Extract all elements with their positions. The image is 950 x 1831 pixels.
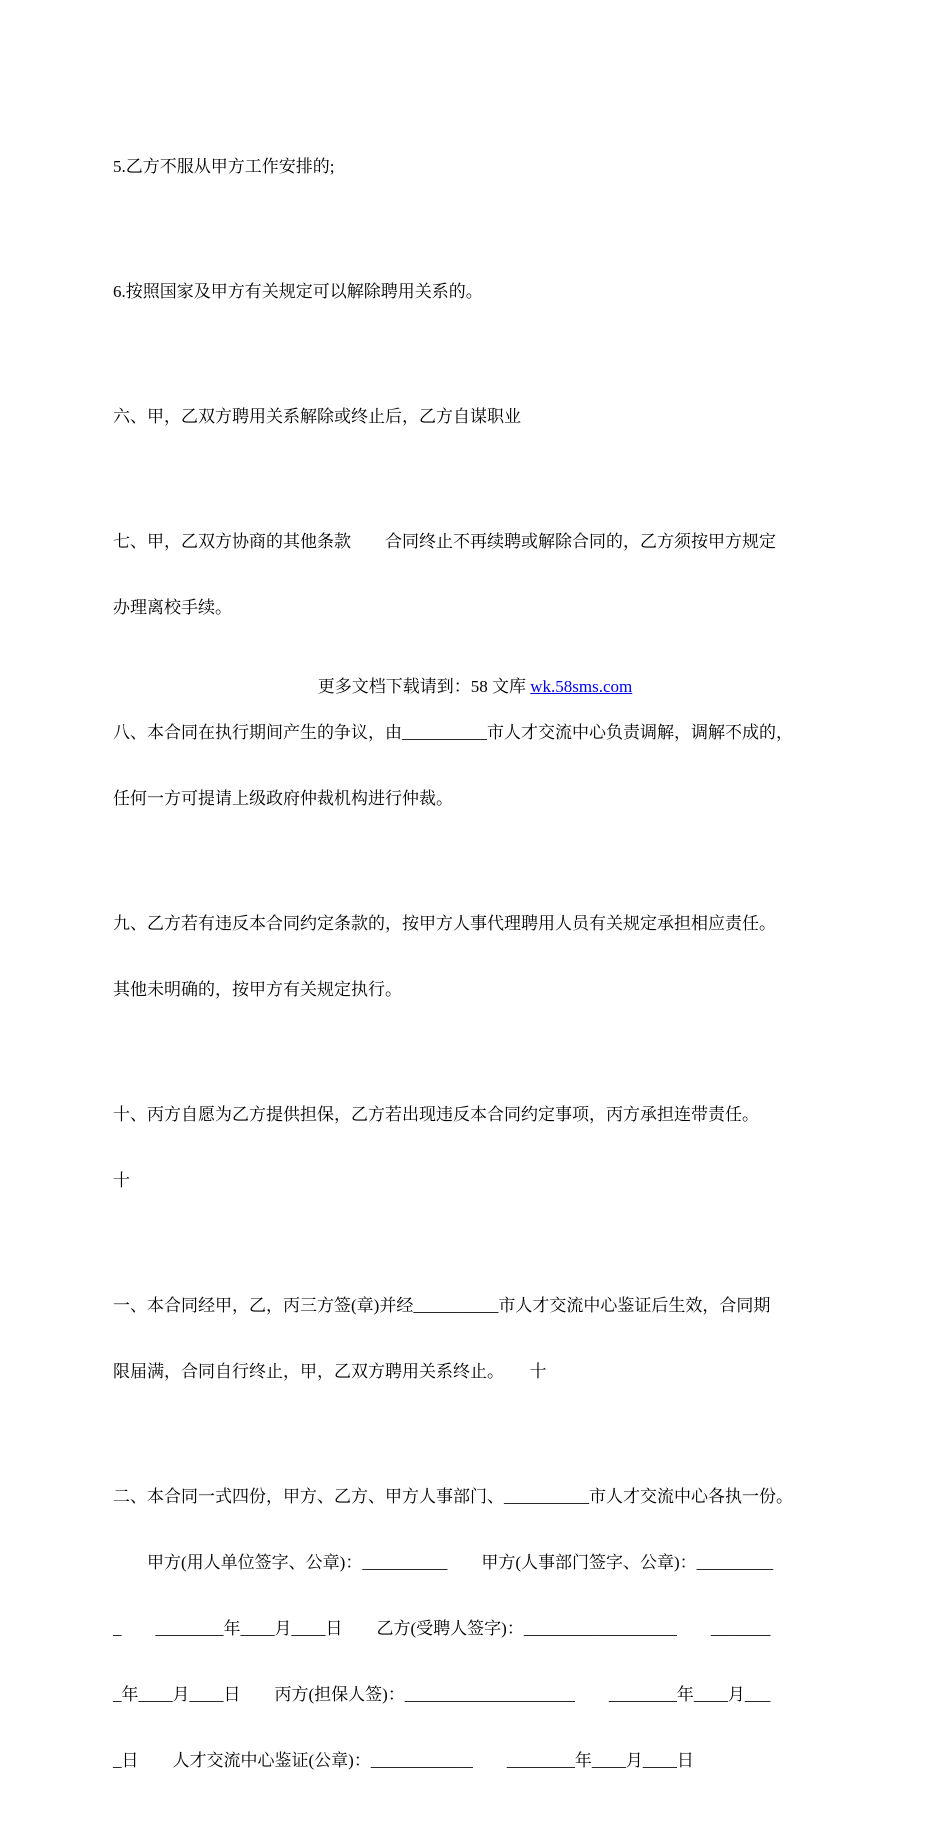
text-line: 办理离校手续。	[113, 598, 232, 617]
text-line: 一、本合同经甲，乙，丙三方签(章)并经__________市人才交流中心鉴证后生效，合同期	[113, 1296, 771, 1315]
text-line: 其他未明确的，按甲方有关规定执行。	[113, 980, 402, 999]
article-6	[113, 362, 858, 472]
article-10	[113, 1060, 858, 1236]
text-line: 十	[113, 1171, 130, 1190]
article-11	[113, 1251, 858, 1427]
signature-line: _年____月____日 丙方(担保人签)：____________________ ________年____月___	[113, 1685, 771, 1704]
article-12-signatures	[113, 1442, 858, 1816]
article-7	[113, 487, 858, 663]
clause-6	[113, 237, 858, 347]
signature-line: 甲方(用人单位签字、公章)：__________ 甲方(人事部门签字、公章)：_________	[113, 1553, 774, 1572]
text-line: 九、乙方若有违反本合同约定条款的，按甲方人事代理聘用人员有关规定承担相应责任。	[113, 914, 776, 933]
text-line: 八、本合同在执行期间产生的争议，由__________市人才交流中心负责调解，调解不成的，	[113, 723, 793, 742]
text-line: 限届满，合同自行终止，甲，乙双方聘用关系终止。 十	[113, 1362, 547, 1381]
footer-link[interactable]: wk.58sms.com	[530, 677, 633, 696]
clause-5	[113, 112, 858, 222]
document-body	[113, 112, 858, 1831]
signature-line: _日 人才交流中心鉴证(公章)：____________ ________年____月____日	[113, 1751, 694, 1770]
text-line: 5.乙方不服从甲方工作安排的;	[113, 157, 335, 176]
download-footer	[0, 676, 950, 698]
article-8	[113, 678, 858, 854]
text-line: 七、甲，乙双方协商的其他条款 合同终止不再续聘或解除合同的，乙方须按甲方规定	[113, 532, 776, 551]
article-9	[113, 869, 858, 1045]
text-line: 二、本合同一式四份，甲方、乙方、甲方人事部门、__________市人才交流中心各执一份。	[113, 1487, 793, 1506]
text-line: 6.按照国家及甲方有关规定可以解除聘用关系的。	[113, 282, 483, 301]
text-line: 十、丙方自愿为乙方提供担保，乙方若出现违反本合同约定事项，丙方承担连带责任。	[113, 1105, 759, 1124]
footer-text: 更多文档下载请到：58 文库	[317, 677, 531, 696]
text-line: 任何一方可提请上级政府仲裁机构进行仲裁。	[113, 789, 453, 808]
signature-line: _ ________年____月____日 乙方(受聘人签字)：__________________ _______	[113, 1619, 771, 1638]
text-line: 六、甲，乙双方聘用关系解除或终止后，乙方自谋职业	[113, 407, 521, 426]
